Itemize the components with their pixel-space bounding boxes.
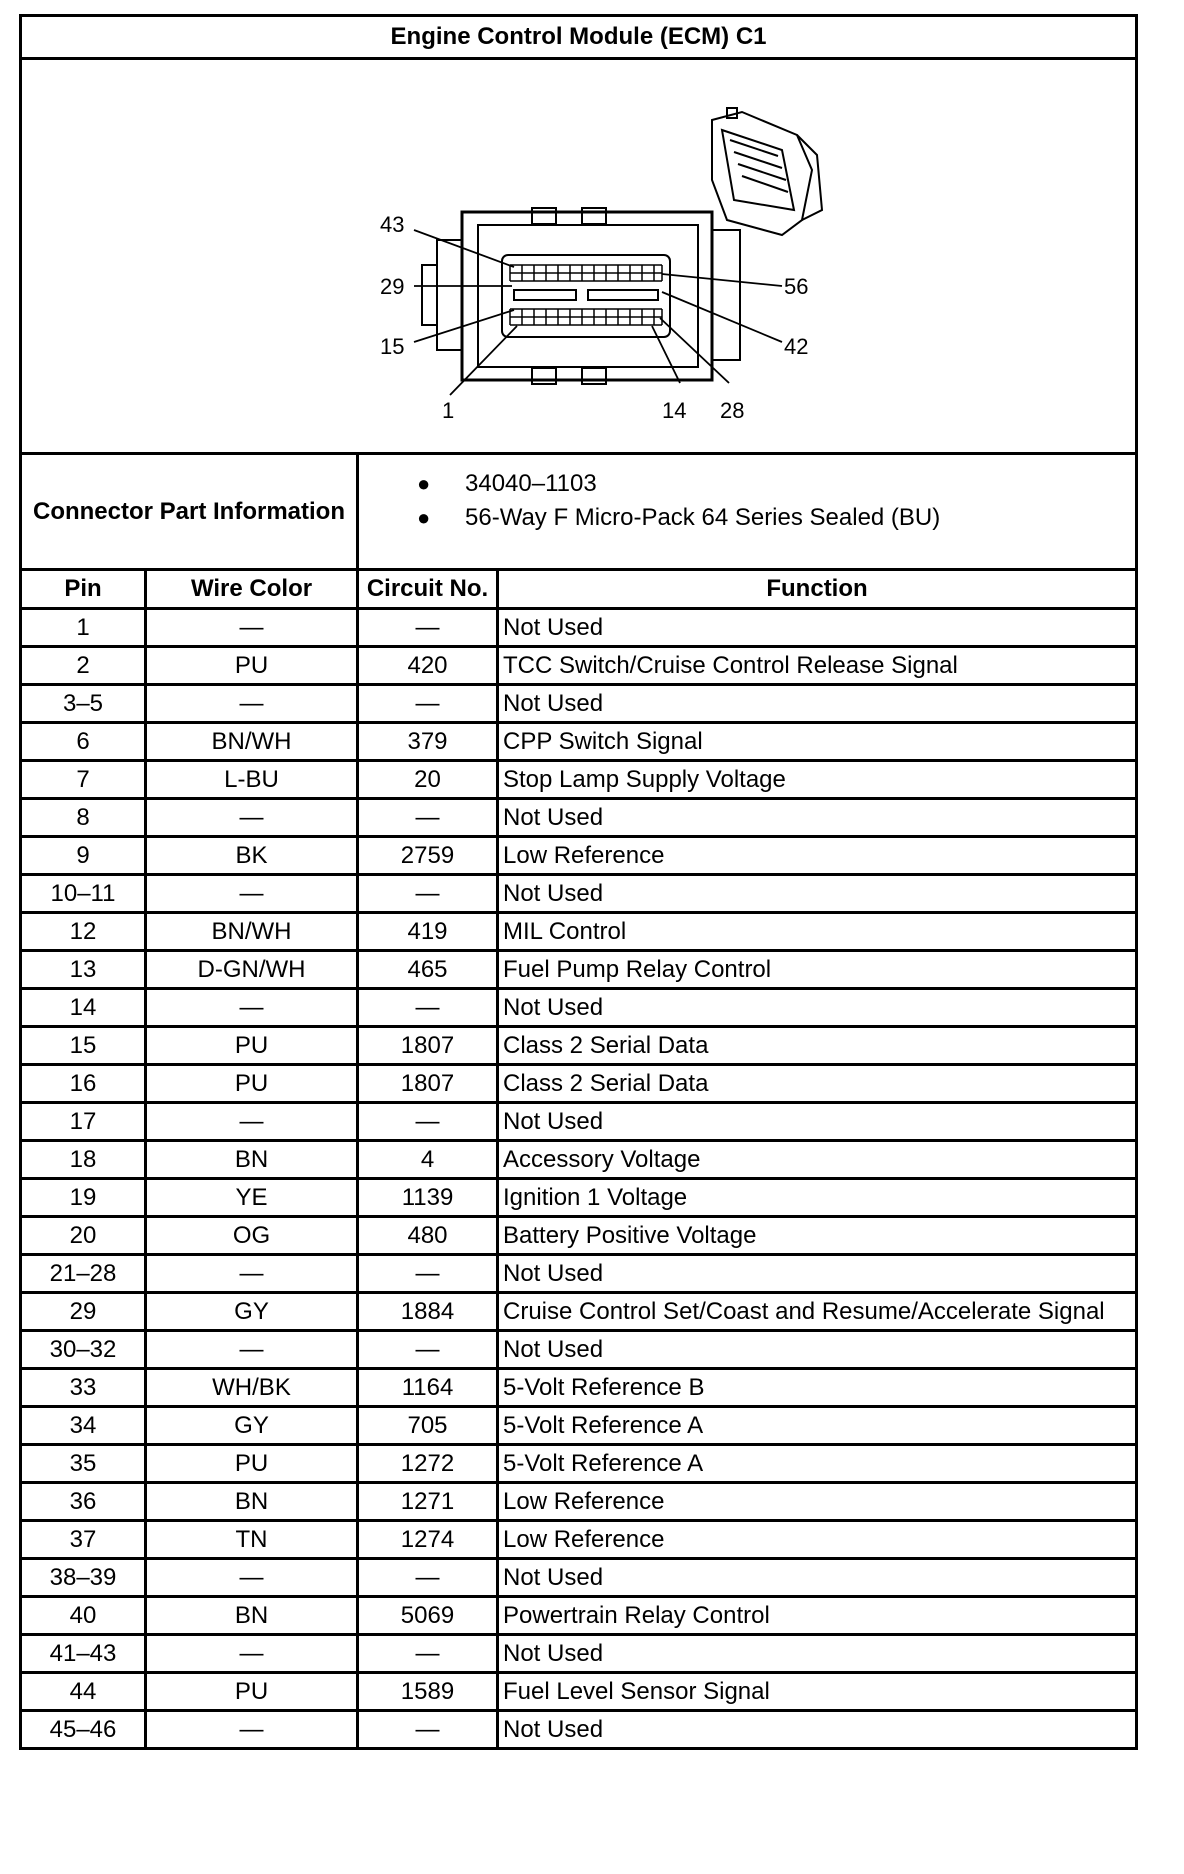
wire-color-cell: YE [146, 1179, 358, 1217]
circuit-cell: — [358, 685, 498, 723]
table-title: Engine Control Module (ECM) C1 [21, 16, 1137, 59]
function-cell: Not Used [498, 685, 1137, 723]
table-row [21, 837, 1137, 875]
pin-cell: 16 [21, 1065, 146, 1103]
pinout-table [19, 14, 1138, 1750]
pin-cell: 12 [21, 913, 146, 951]
table-row [21, 951, 1137, 989]
pin-cell: 30–32 [21, 1331, 146, 1369]
table-row [21, 1179, 1137, 1217]
wire-color-cell: — [146, 799, 358, 837]
function-cell: Low Reference [498, 1483, 1137, 1521]
circuit-cell: — [358, 1103, 498, 1141]
pin-callout-43: 43 [380, 212, 405, 237]
function-cell: Fuel Pump Relay Control [498, 951, 1137, 989]
pin-rows [21, 609, 1137, 1749]
pin-cell: 29 [21, 1293, 146, 1331]
bullet-icon: ● [417, 505, 431, 530]
wire-color-cell: — [146, 1635, 358, 1673]
pin-cell: 34 [21, 1407, 146, 1445]
function-cell: CPP Switch Signal [498, 723, 1137, 761]
function-cell: Not Used [498, 875, 1137, 913]
function-cell: Not Used [498, 1255, 1137, 1293]
wire-color-cell: OG [146, 1217, 358, 1255]
pin-cell: 15 [21, 1027, 146, 1065]
circuit-cell: — [358, 1711, 498, 1749]
circuit-cell: — [358, 1635, 498, 1673]
header-wire-color: Wire Color [146, 570, 358, 609]
function-cell: MIL Control [498, 913, 1137, 951]
circuit-cell: 5069 [358, 1597, 498, 1635]
circuit-cell: — [358, 1331, 498, 1369]
pin-cell: 7 [21, 761, 146, 799]
pin-cell: 10–11 [21, 875, 146, 913]
function-cell: Accessory Voltage [498, 1141, 1137, 1179]
wire-color-cell: PU [146, 1065, 358, 1103]
wire-color-cell: TN [146, 1521, 358, 1559]
pin-cell: 17 [21, 1103, 146, 1141]
pin-callout-29: 29 [380, 274, 405, 299]
pin-callout-1: 1 [442, 398, 455, 423]
table-row [21, 1673, 1137, 1711]
table-row [21, 685, 1137, 723]
circuit-cell: 1807 [358, 1065, 498, 1103]
wire-color-cell: L-BU [146, 761, 358, 799]
function-cell: 5-Volt Reference A [498, 1407, 1137, 1445]
wire-color-cell: WH/BK [146, 1369, 358, 1407]
table-row [21, 1559, 1137, 1597]
pin-cell: 1 [21, 609, 146, 647]
wire-color-cell: GY [146, 1407, 358, 1445]
pin-cell: 33 [21, 1369, 146, 1407]
pin-cell: 3–5 [21, 685, 146, 723]
circuit-cell: 20 [358, 761, 498, 799]
table-row [21, 913, 1137, 951]
connector-part-info-label: Connector Part Information [21, 454, 358, 570]
wire-color-cell: — [146, 609, 358, 647]
circuit-cell: — [358, 1255, 498, 1293]
function-cell: Low Reference [498, 837, 1137, 875]
header-function: Function [498, 570, 1137, 609]
table-row [21, 1597, 1137, 1635]
function-cell: Battery Positive Voltage [498, 1217, 1137, 1255]
circuit-cell: — [358, 609, 498, 647]
circuit-cell: 420 [358, 647, 498, 685]
wire-color-cell: PU [146, 647, 358, 685]
circuit-cell: 1807 [358, 1027, 498, 1065]
function-cell: Not Used [498, 609, 1137, 647]
circuit-cell: — [358, 875, 498, 913]
function-cell: Not Used [498, 1103, 1137, 1141]
function-cell: 5-Volt Reference A [498, 1445, 1137, 1483]
connector-part-info-list [358, 454, 1137, 570]
wire-color-cell: PU [146, 1673, 358, 1711]
table-row [21, 799, 1137, 837]
part-number: 34040–1103 [465, 470, 597, 497]
function-cell: Not Used [498, 989, 1137, 1027]
circuit-cell: 1272 [358, 1445, 498, 1483]
function-cell: Cruise Control Set/Coast and Resume/Accelerate Signal [498, 1293, 1137, 1331]
function-cell: Not Used [498, 1711, 1137, 1749]
function-cell: TCC Switch/Cruise Control Release Signal [498, 647, 1137, 685]
function-cell: Stop Lamp Supply Voltage [498, 761, 1137, 799]
circuit-cell: 1884 [358, 1293, 498, 1331]
wire-color-cell: BN/WH [146, 913, 358, 951]
circuit-cell: 1139 [358, 1179, 498, 1217]
table-row [21, 1711, 1137, 1749]
column-header-row [21, 570, 1137, 609]
table-row [21, 1103, 1137, 1141]
pin-cell: 44 [21, 1673, 146, 1711]
table-row [21, 1445, 1137, 1483]
pin-cell: 14 [21, 989, 146, 1027]
circuit-cell: — [358, 989, 498, 1027]
pin-cell: 18 [21, 1141, 146, 1179]
pin-cell: 20 [21, 1217, 146, 1255]
wire-color-cell: — [146, 989, 358, 1027]
table-row [21, 761, 1137, 799]
table-row [21, 1369, 1137, 1407]
header-pin: Pin [21, 570, 146, 609]
table-row [21, 989, 1137, 1027]
pin-cell: 37 [21, 1521, 146, 1559]
wire-color-cell: PU [146, 1027, 358, 1065]
wire-color-cell: BN/WH [146, 723, 358, 761]
wire-color-cell: — [146, 1331, 358, 1369]
pin-cell: 2 [21, 647, 146, 685]
function-cell: 5-Volt Reference B [498, 1369, 1137, 1407]
connector-description-item [359, 501, 1135, 535]
table-row [21, 1331, 1137, 1369]
connector-face-icon [422, 208, 740, 384]
wire-color-cell: BN [146, 1141, 358, 1179]
pinout-sheet [19, 14, 1135, 1750]
connector-diagram [21, 59, 1137, 454]
circuit-cell: 419 [358, 913, 498, 951]
pin-cell: 36 [21, 1483, 146, 1521]
table-row [21, 647, 1137, 685]
circuit-cell: 4 [358, 1141, 498, 1179]
function-cell: Low Reference [498, 1521, 1137, 1559]
table-row [21, 1407, 1137, 1445]
part-number-item [359, 467, 1135, 501]
table-row [21, 1521, 1137, 1559]
pin-cell: 6 [21, 723, 146, 761]
wire-color-cell: — [146, 685, 358, 723]
circuit-cell: 465 [358, 951, 498, 989]
circuit-cell: 1164 [358, 1369, 498, 1407]
header-circuit-no: Circuit No. [358, 570, 498, 609]
pin-cell: 40 [21, 1597, 146, 1635]
table-row [21, 1141, 1137, 1179]
function-cell: Ignition 1 Voltage [498, 1179, 1137, 1217]
function-cell: Not Used [498, 799, 1137, 837]
circuit-cell: 2759 [358, 837, 498, 875]
wire-color-cell: — [146, 1103, 358, 1141]
pin-cell: 41–43 [21, 1635, 146, 1673]
circuit-cell: — [358, 799, 498, 837]
wire-color-cell: GY [146, 1293, 358, 1331]
pin-callout-15: 15 [380, 334, 405, 359]
table-row [21, 1635, 1137, 1673]
circuit-cell: 1274 [358, 1521, 498, 1559]
function-cell: Powertrain Relay Control [498, 1597, 1137, 1635]
wire-color-cell: BN [146, 1483, 358, 1521]
table-row [21, 1065, 1137, 1103]
bullet-icon: ● [417, 471, 431, 496]
circuit-cell: 1589 [358, 1673, 498, 1711]
function-cell: Class 2 Serial Data [498, 1065, 1137, 1103]
pin-cell: 19 [21, 1179, 146, 1217]
circuit-cell: — [358, 1559, 498, 1597]
wire-color-cell: PU [146, 1445, 358, 1483]
function-cell: Not Used [498, 1331, 1137, 1369]
wire-color-cell: — [146, 875, 358, 913]
table-row [21, 875, 1137, 913]
function-cell: Not Used [498, 1559, 1137, 1597]
wire-color-cell: — [146, 1711, 358, 1749]
connector-illustration [22, 60, 1132, 452]
pin-cell: 13 [21, 951, 146, 989]
function-cell: Fuel Level Sensor Signal [498, 1673, 1137, 1711]
table-row [21, 1483, 1137, 1521]
pin-callout-28: 28 [720, 398, 745, 423]
table-row [21, 1217, 1137, 1255]
pin-cell: 21–28 [21, 1255, 146, 1293]
wire-color-cell: BN [146, 1597, 358, 1635]
wire-color-cell: BK [146, 837, 358, 875]
table-row [21, 1293, 1137, 1331]
table-row [21, 1027, 1137, 1065]
table-row [21, 609, 1137, 647]
circuit-cell: 480 [358, 1217, 498, 1255]
function-cell: Class 2 Serial Data [498, 1027, 1137, 1065]
table-row [21, 723, 1137, 761]
table-row [21, 1255, 1137, 1293]
circuit-cell: 379 [358, 723, 498, 761]
pin-cell: 8 [21, 799, 146, 837]
function-cell: Not Used [498, 1635, 1137, 1673]
pin-cell: 45–46 [21, 1711, 146, 1749]
wire-color-cell: D-GN/WH [146, 951, 358, 989]
pin-cell: 9 [21, 837, 146, 875]
circuit-cell: 705 [358, 1407, 498, 1445]
pin-callout-56: 56 [784, 274, 809, 299]
pin-cell: 38–39 [21, 1559, 146, 1597]
wire-color-cell: — [146, 1559, 358, 1597]
connector-description: 56-Way F Micro-Pack 64 Series Sealed (BU) [465, 504, 941, 531]
pin-callout-42: 42 [784, 334, 809, 359]
wire-color-cell: — [146, 1255, 358, 1293]
pin-cell: 35 [21, 1445, 146, 1483]
pin-callout-14: 14 [662, 398, 687, 423]
circuit-cell: 1271 [358, 1483, 498, 1521]
connector-perspective-icon [712, 108, 822, 235]
